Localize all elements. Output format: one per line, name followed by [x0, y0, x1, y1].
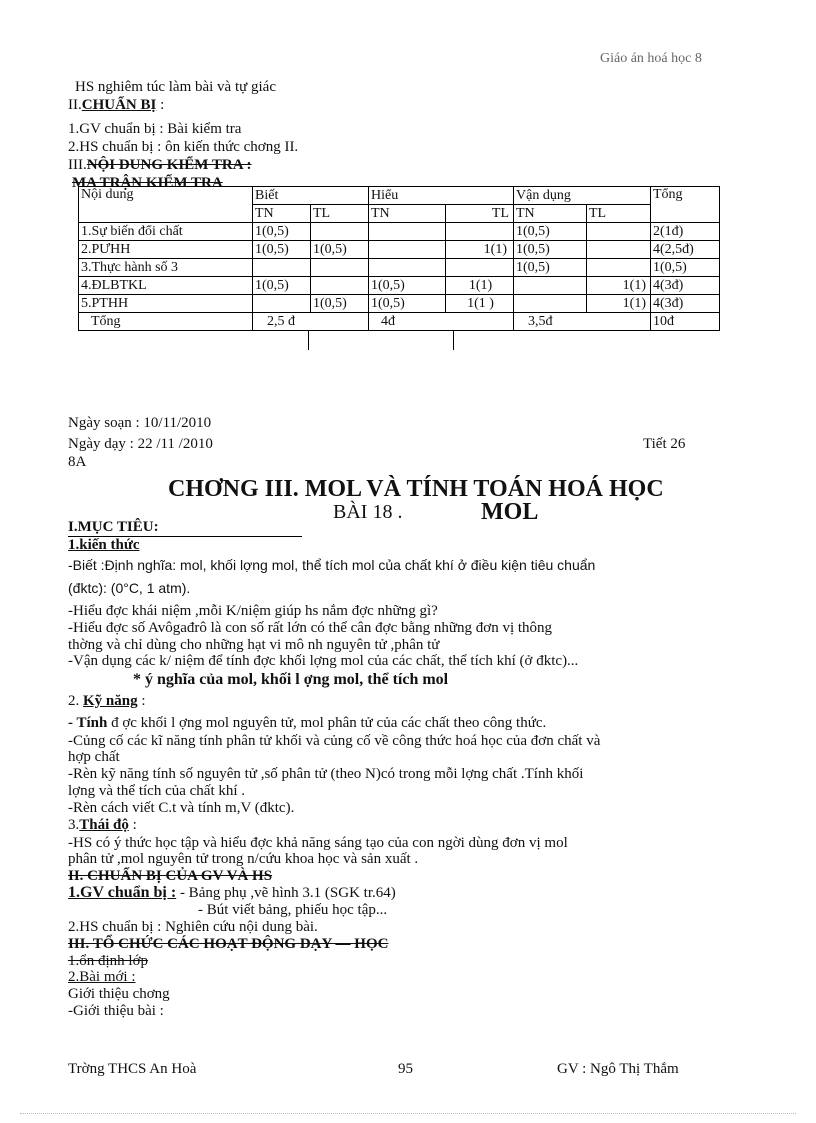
- paragraph-line: lợng và thể tích của chất khí .: [68, 783, 246, 799]
- paragraph-line: -Hiểu đợc khái niệm ,mỗi K/niệm giúp hs nắm đợc những gì?: [68, 603, 438, 619]
- table-rule: [308, 330, 309, 350]
- paragraph-line: -Vận dụng các k/ niệm để tính đợc khối lợng mol của các chất, thể tích khí (ở đktc)...: [68, 653, 579, 669]
- table-cell: [446, 259, 514, 277]
- table-cell: 5.PTHH: [79, 295, 253, 313]
- section-heading: II.CHUẨN BỊ :: [68, 97, 165, 113]
- activities-heading: III. TỔ CHỨC CÁC HOẠT ĐỘNG DẠY — HỌC: [68, 936, 389, 952]
- table-cell: 1(0,5): [514, 223, 587, 241]
- table-header-cell: Tổng: [651, 187, 720, 223]
- table-cell: [369, 241, 446, 259]
- table-cell: 4đ: [369, 313, 514, 331]
- preparation-heading: II. CHUẨN BỊ CỦA GV VÀ HS: [68, 868, 273, 884]
- table-cell: 1(0,5): [311, 241, 369, 259]
- table-cell: 3,5đ: [514, 313, 651, 331]
- section-title: Thái độ: [79, 817, 129, 833]
- section-title: NỘI DUNG KIỂM TRA :: [86, 157, 252, 173]
- table-total-row: [79, 313, 720, 331]
- table-row: [79, 295, 720, 313]
- paragraph-line: -Rèn cách viết C.t và tính m,V (đktc).: [68, 800, 295, 816]
- section-number: 3.: [68, 817, 80, 833]
- table-cell: 1(1): [587, 277, 651, 295]
- table-cell: 4(3đ): [651, 295, 720, 313]
- table-cell: [587, 259, 651, 277]
- table-cell: [311, 223, 369, 241]
- table-cell: 10đ: [651, 313, 720, 331]
- section-number: II.: [68, 97, 82, 113]
- prep-gv: 1.GV chuẩn bị : Bài kiểm tra: [68, 121, 242, 137]
- paragraph-line: -Hiểu đợc số Avôgađrô là con số rất lớn có thể cân đợc bằng những đơn vị thông: [68, 620, 553, 636]
- section-number: 2.: [68, 693, 80, 709]
- paragraph-line: (đktc): (0°C, 1 atm).: [68, 580, 191, 596]
- class-name: 8A: [68, 454, 87, 470]
- footer-teacher: GV : Ngô Thị Thắm: [557, 1061, 679, 1077]
- paragraph-line: phân tử ,mol nguyên tử trong n/cứu khoa học và sản xuất .: [68, 851, 419, 867]
- lesson-title: MOL: [481, 499, 539, 525]
- table-cell: 1.Sự biến đổi chất: [79, 223, 253, 241]
- objectives-heading: I.MỤC TIÊU:: [68, 520, 302, 537]
- table-cell: [369, 223, 446, 241]
- table-cell: [587, 241, 651, 259]
- page-bottom-rule: [20, 1113, 796, 1114]
- chapter-title: CHƠNG III. MOL VÀ TÍNH TOÁN HOÁ HỌC: [168, 476, 664, 502]
- footer-school: Trờng THCS An Hoà: [68, 1061, 197, 1077]
- table-cell: [514, 295, 587, 313]
- table-cell: [587, 223, 651, 241]
- section-heading: [68, 158, 252, 173]
- paragraph-line: 1.ổn định lớp: [68, 953, 149, 969]
- prep-hs: 2.HS chuẩn bị : ôn kiến thức chơng II.: [68, 139, 299, 155]
- paragraph-line: [68, 716, 546, 731]
- table-row: [79, 241, 720, 259]
- table-cell: 1(1): [587, 295, 651, 313]
- table-cell: 1(1): [446, 277, 514, 295]
- table-row: [79, 277, 720, 295]
- section-title: CHUẨN BỊ: [81, 97, 157, 113]
- paragraph-line: - Bút viết bảng, phiếu học tập...: [198, 902, 388, 918]
- table-cell: 1(0,5): [253, 223, 311, 241]
- table-cell: 2(1đ): [651, 223, 720, 241]
- table-header-cell: Hiểu: [369, 187, 514, 205]
- table-header-cell: Biết: [253, 187, 369, 205]
- table-row: [79, 259, 720, 277]
- paragraph-line: -HS có ý thức học tập và hiểu đợc khả năng sáng tạo của con ngời dùng đơn vị mol: [68, 835, 568, 851]
- paragraph-line: Giới thiệu chơng: [68, 986, 170, 1002]
- period-number: Tiết 26: [643, 436, 686, 452]
- table-cell: [311, 259, 369, 277]
- emphasis-word: 1.GV chuẩn bị :: [68, 884, 177, 901]
- paragraph-text: - Bảng phụ ,vẽ hình 3.1 (SGK tr.64): [179, 885, 396, 901]
- table-subheader-cell: TL: [311, 205, 369, 223]
- paragraph-line: 2.HS chuẩn bị : Nghiên cứu nội dung bài.: [68, 919, 318, 935]
- table-cell: 1(0,5): [514, 241, 587, 259]
- paragraph-line: thờng và chỉ dùng cho những hạt vi mô nh nguyên tử ,phân tử: [68, 637, 440, 653]
- page-number: 95: [398, 1061, 413, 1077]
- paragraph-text: đ ợc khối l ợng mol nguyên tử, mol phân tử của các chất theo công thức.: [111, 715, 547, 731]
- table-cell: 2.PƯHH: [79, 241, 253, 259]
- table-cell: 4(3đ): [651, 277, 720, 295]
- table-subheader-cell: TL: [587, 205, 651, 223]
- table-cell: 1(0,5): [311, 295, 369, 313]
- paragraph-line: -Rèn kỹ năng tính số nguyên tử ,số phân tử (theo N)có trong mỗi lợng chất .Tính khối: [68, 766, 584, 782]
- exam-matrix: [78, 186, 720, 331]
- table-subheader-cell: TL: [446, 205, 514, 223]
- table-subheader-cell: TN: [369, 205, 446, 223]
- paragraph-line: hợp chất: [68, 749, 120, 765]
- paragraph-line: 2.Bài mới :: [68, 969, 136, 985]
- lesson-number: BÀI 18 .: [333, 501, 403, 523]
- emphasis-word: - Tính: [68, 715, 108, 731]
- table-cell: 4.ĐLBTKL: [79, 277, 253, 295]
- table-subheader-cell: TN: [253, 205, 311, 223]
- matrix-title: MA TRẬN KIỂM TRA: [72, 175, 223, 191]
- paragraph-line: -Biết :Định nghĩa: mol, khối lợng mol, thể tích mol của chất khí ở điều kiện tiêu chuẩn: [68, 557, 596, 573]
- date-prepared: Ngày soạn : 10/11/2010: [68, 415, 212, 431]
- table-cell: 1(0,5): [253, 277, 311, 295]
- table-cell: 4(2,5đ): [651, 241, 720, 259]
- table-cell: [369, 259, 446, 277]
- table-cell: 1(0,5): [651, 259, 720, 277]
- table-cell: Tổng: [79, 313, 253, 331]
- table-header-cell: Nội dung: [79, 187, 253, 223]
- skills-heading: 2. Kỹ năng :: [68, 693, 146, 709]
- table-cell: 2,5 đ: [253, 313, 369, 331]
- paragraph-line: -Giới thiệu bài :: [68, 1003, 164, 1019]
- attitude-heading: 3.Thái độ :: [68, 817, 137, 833]
- table-rule: [453, 330, 454, 350]
- table-cell: 3.Thực hành số 3: [79, 259, 253, 277]
- paragraph-line: [68, 885, 396, 901]
- table-cell: [253, 259, 311, 277]
- table-cell: [514, 277, 587, 295]
- table-cell: 1(0,5): [253, 241, 311, 259]
- knowledge-heading: 1.kiến thức: [68, 537, 140, 553]
- date-taught: Ngày dạy : 22 /11 /2010: [68, 436, 213, 452]
- table-row: [79, 223, 720, 241]
- table-cell: 1(0,5): [514, 259, 587, 277]
- page-header: Giáo án hoá học 8: [600, 51, 702, 66]
- table-cell: [311, 277, 369, 295]
- table-cell: [446, 223, 514, 241]
- table-cell: 1(1 ): [446, 295, 514, 313]
- emphasis-line: * ý nghĩa của mol, khối l ợng mol, thể tích mol: [133, 671, 449, 688]
- section-title: Kỹ năng: [83, 693, 138, 709]
- table-cell: [253, 295, 311, 313]
- table-cell: 1(1): [446, 241, 514, 259]
- table-cell: 1(0,5): [369, 277, 446, 295]
- section-number: III.: [68, 157, 87, 173]
- table-header-row: [79, 187, 720, 205]
- table-cell: 1(0,5): [369, 295, 446, 313]
- paragraph-line: -Củng cố các kĩ năng tính phân tử khối và củng cố về công thức hoá học của đơn chất và: [68, 733, 601, 749]
- intro-line: HS nghiêm túc làm bài và tự giác: [75, 79, 276, 95]
- table-header-cell: Vận dụng: [514, 187, 651, 205]
- table-subheader-cell: TN: [514, 205, 587, 223]
